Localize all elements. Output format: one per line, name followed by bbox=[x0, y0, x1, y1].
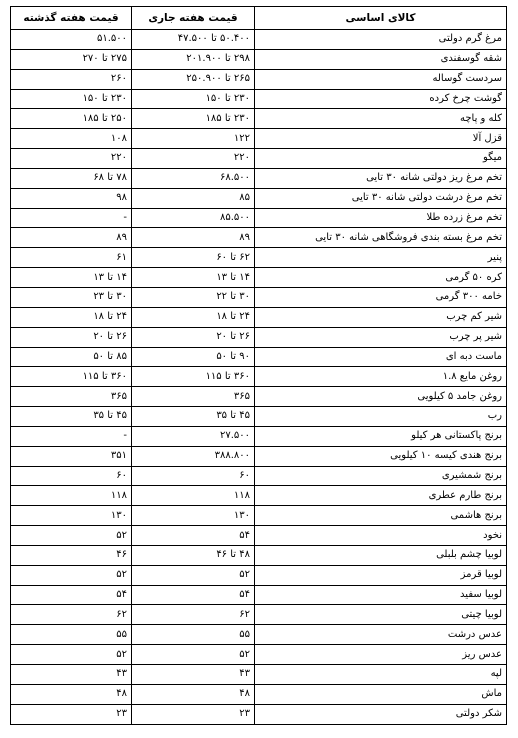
cell-current-price: ۱۳۰ bbox=[132, 506, 255, 526]
cell-current-price: ۵۴ bbox=[132, 526, 255, 546]
cell-previous-price: ۳۶۵ bbox=[11, 387, 132, 407]
cell-current-price: ۲۲۰ bbox=[132, 149, 255, 169]
cell-previous-price: ۲۶ تا ۲۰ bbox=[11, 327, 132, 347]
cell-current-price: ۴۳ bbox=[132, 665, 255, 685]
table-row bbox=[11, 287, 507, 307]
cell-current-price: ۱۴ تا ۱۳ bbox=[132, 268, 255, 288]
cell-previous-price: ۴۳ bbox=[11, 665, 132, 685]
table-row bbox=[11, 30, 507, 50]
cell-previous-price: ۵۲ bbox=[11, 526, 132, 546]
cell-current-price: ۲۴ تا ۱۸ bbox=[132, 307, 255, 327]
cell-current-price: ۴۸ تا ۴۶ bbox=[132, 545, 255, 565]
cell-current-price: ۶۰ bbox=[132, 466, 255, 486]
cell-item: لوبیا سفید bbox=[255, 585, 507, 605]
cell-previous-price: ۴۵ تا ۳۵ bbox=[11, 407, 132, 427]
cell-current-price: ۸۵.۵۰۰ bbox=[132, 208, 255, 228]
cell-item: میگو bbox=[255, 149, 507, 169]
cell-previous-price: - bbox=[11, 208, 132, 228]
cell-previous-price: ۵۲ bbox=[11, 565, 132, 585]
cell-current-price: ۵۲ bbox=[132, 565, 255, 585]
cell-current-price: ۶۸.۵۰۰ bbox=[132, 168, 255, 188]
table-row bbox=[11, 407, 507, 427]
cell-current-price: ۵۵ bbox=[132, 625, 255, 645]
table-row bbox=[11, 625, 507, 645]
cell-current-price: ۶۲ تا ۶۰ bbox=[132, 248, 255, 268]
cell-item: عدس ریز bbox=[255, 645, 507, 665]
cell-previous-price: ۳۰ تا ۲۳ bbox=[11, 287, 132, 307]
cell-current-price: ۸۹ bbox=[132, 228, 255, 248]
cell-previous-price: - bbox=[11, 426, 132, 446]
table-row bbox=[11, 168, 507, 188]
cell-item: تخم مرغ درشت دولتی شانه ۳۰ تایی bbox=[255, 188, 507, 208]
cell-previous-price: ۸۹ bbox=[11, 228, 132, 248]
cell-item: قزل آلا bbox=[255, 129, 507, 149]
cell-item: لپه bbox=[255, 665, 507, 685]
cell-item: شکر دولتی bbox=[255, 704, 507, 724]
cell-current-price: ۳۶۵ bbox=[132, 387, 255, 407]
cell-previous-price: ۶۱ bbox=[11, 248, 132, 268]
table-row bbox=[11, 109, 507, 129]
cell-previous-price: ۱۱۸ bbox=[11, 486, 132, 506]
table-row bbox=[11, 426, 507, 446]
table-row bbox=[11, 684, 507, 704]
cell-current-price: ۲۶۵ تا ۲۵۰.۹۰۰ bbox=[132, 69, 255, 89]
cell-previous-price: ۸۵ تا ۵۰ bbox=[11, 347, 132, 367]
cell-current-price: ۳۶۰ تا ۱۱۵ bbox=[132, 367, 255, 387]
cell-current-price: ۹۰ تا ۵۰ bbox=[132, 347, 255, 367]
cell-current-price: ۳۸۸.۸۰۰ bbox=[132, 446, 255, 466]
cell-item: برنج طارم عطری bbox=[255, 486, 507, 506]
cell-item: پنیر bbox=[255, 248, 507, 268]
cell-current-price: ۲۹۸ تا ۲۰۱.۹۰۰ bbox=[132, 49, 255, 69]
cell-previous-price: ۵۴ bbox=[11, 585, 132, 605]
cell-previous-price: ۲۴ تا ۱۸ bbox=[11, 307, 132, 327]
table-row bbox=[11, 446, 507, 466]
cell-current-price: ۴۸ bbox=[132, 684, 255, 704]
cell-item: سردست گوساله bbox=[255, 69, 507, 89]
cell-current-price: ۴۵ تا ۳۵ bbox=[132, 407, 255, 427]
cell-item: تخم مرغ زرده طلا bbox=[255, 208, 507, 228]
cell-previous-price: ۲۲۰ bbox=[11, 149, 132, 169]
cell-previous-price: ۶۰ bbox=[11, 466, 132, 486]
cell-previous-price: ۱۰۸ bbox=[11, 129, 132, 149]
cell-item: لوبیا قرمز bbox=[255, 565, 507, 585]
cell-previous-price: ۳۶۰ تا ۱۱۵ bbox=[11, 367, 132, 387]
cell-previous-price: ۲۶۰ bbox=[11, 69, 132, 89]
cell-item: روغن جامد ۵ کیلویی bbox=[255, 387, 507, 407]
cell-previous-price: ۲۷۵ تا ۲۷۰ bbox=[11, 49, 132, 69]
cell-current-price: ۱۱۸ bbox=[132, 486, 255, 506]
cell-item: برنج هاشمی bbox=[255, 506, 507, 526]
cell-current-price: ۲۷.۵۰۰ bbox=[132, 426, 255, 446]
table-row bbox=[11, 208, 507, 228]
table-row bbox=[11, 69, 507, 89]
cell-item: مرغ گرم دولتی bbox=[255, 30, 507, 50]
table-body bbox=[11, 30, 507, 725]
cell-item: لوبیا چیتی bbox=[255, 605, 507, 625]
table-row bbox=[11, 605, 507, 625]
cell-item: خامه ۳۰۰ گرمی bbox=[255, 287, 507, 307]
cell-item: برنج هندی کیسه ۱۰ کیلویی bbox=[255, 446, 507, 466]
cell-current-price: ۶۲ bbox=[132, 605, 255, 625]
cell-item: برنج شمشیری bbox=[255, 466, 507, 486]
cell-current-price: ۲۳۰ تا ۱۵۰ bbox=[132, 89, 255, 109]
cell-previous-price: ۲۵۰ تا ۱۸۵ bbox=[11, 109, 132, 129]
cell-item: کره ۵۰ گرمی bbox=[255, 268, 507, 288]
table-row bbox=[11, 466, 507, 486]
cell-previous-price: ۶۲ bbox=[11, 605, 132, 625]
table-row bbox=[11, 565, 507, 585]
cell-previous-price: ۵۲ bbox=[11, 645, 132, 665]
cell-previous-price: ۵۵ bbox=[11, 625, 132, 645]
cell-current-price: ۵۰.۴۰۰ تا ۴۷.۵۰۰ bbox=[132, 30, 255, 50]
table-row bbox=[11, 367, 507, 387]
cell-previous-price: ۹۸ bbox=[11, 188, 132, 208]
cell-current-price: ۳۰ تا ۲۲ bbox=[132, 287, 255, 307]
table-row bbox=[11, 347, 507, 367]
cell-previous-price: ۴۶ bbox=[11, 545, 132, 565]
cell-item: شیر کم چرب bbox=[255, 307, 507, 327]
table-row bbox=[11, 149, 507, 169]
cell-item: ماش bbox=[255, 684, 507, 704]
table-row bbox=[11, 387, 507, 407]
table-row bbox=[11, 188, 507, 208]
table-row bbox=[11, 526, 507, 546]
table-row bbox=[11, 327, 507, 347]
cell-previous-price: ۷۸ تا ۶۸ bbox=[11, 168, 132, 188]
table-row bbox=[11, 486, 507, 506]
cell-current-price: ۵۲ bbox=[132, 645, 255, 665]
table-row bbox=[11, 248, 507, 268]
cell-previous-price: ۱۳۰ bbox=[11, 506, 132, 526]
table-row bbox=[11, 228, 507, 248]
header-row bbox=[11, 7, 507, 30]
table-row bbox=[11, 129, 507, 149]
cell-previous-price: ۴۸ bbox=[11, 684, 132, 704]
cell-item: تخم مرغ ریز دولتی شانه ۳۰ تایی bbox=[255, 168, 507, 188]
cell-item: نخود bbox=[255, 526, 507, 546]
table-row bbox=[11, 268, 507, 288]
table-row bbox=[11, 585, 507, 605]
cell-item: رب bbox=[255, 407, 507, 427]
header-previous-price: قیمت هفته گذشته bbox=[11, 7, 132, 30]
table-row bbox=[11, 645, 507, 665]
cell-item: شقه گوسفندی bbox=[255, 49, 507, 69]
table-row bbox=[11, 49, 507, 69]
cell-item: گوشت چرخ کرده bbox=[255, 89, 507, 109]
cell-current-price: ۲۳۰ تا ۱۸۵ bbox=[132, 109, 255, 129]
table-row bbox=[11, 506, 507, 526]
cell-item: برنج پاکستانی هر کیلو bbox=[255, 426, 507, 446]
price-table bbox=[10, 6, 507, 725]
cell-item: کله و پاچه bbox=[255, 109, 507, 129]
cell-previous-price: ۵۱.۵۰۰ bbox=[11, 30, 132, 50]
cell-previous-price: ۱۴ تا ۱۳ bbox=[11, 268, 132, 288]
cell-previous-price: ۳۵۱ bbox=[11, 446, 132, 466]
cell-current-price: ۸۵ bbox=[132, 188, 255, 208]
cell-current-price: ۵۴ bbox=[132, 585, 255, 605]
cell-item: لوبیا چشم بلبلی bbox=[255, 545, 507, 565]
cell-item: ماست دبه ای bbox=[255, 347, 507, 367]
cell-item: تخم مرغ بسته بندی فروشگاهی شانه ۳۰ تایی bbox=[255, 228, 507, 248]
table-row bbox=[11, 89, 507, 109]
cell-current-price: ۲۳ bbox=[132, 704, 255, 724]
table-header bbox=[11, 7, 507, 30]
cell-current-price: ۲۶ تا ۲۰ bbox=[132, 327, 255, 347]
header-current-price: قیمت هفته جاری bbox=[132, 7, 255, 30]
cell-item: روغن مایع ۱.۸ bbox=[255, 367, 507, 387]
table-row bbox=[11, 545, 507, 565]
table-row bbox=[11, 704, 507, 724]
table-row bbox=[11, 307, 507, 327]
cell-current-price: ۱۲۲ bbox=[132, 129, 255, 149]
cell-item: شیر پر چرب bbox=[255, 327, 507, 347]
cell-previous-price: ۲۳۰ تا ۱۵۰ bbox=[11, 89, 132, 109]
cell-previous-price: ۲۳ bbox=[11, 704, 132, 724]
table-row bbox=[11, 665, 507, 685]
cell-item: عدس درشت bbox=[255, 625, 507, 645]
header-item: کالای اساسی bbox=[255, 7, 507, 30]
